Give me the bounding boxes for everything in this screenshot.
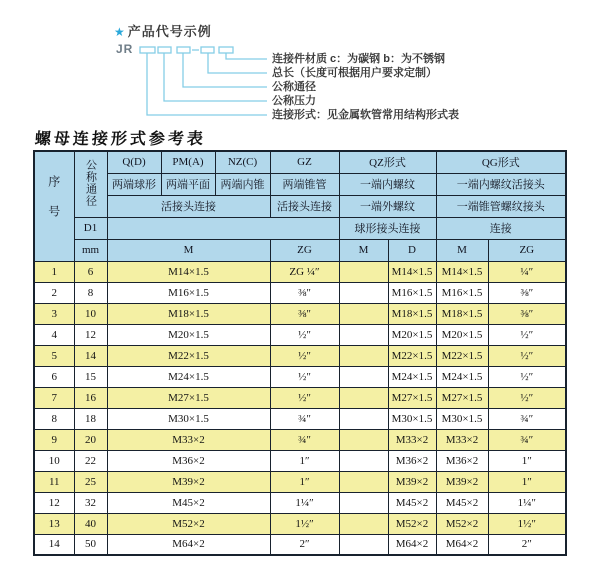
cell-m-thread: M52×2 bbox=[107, 513, 270, 534]
cell-m-thread: M39×2 bbox=[107, 471, 270, 492]
cell-qz-d: M45×2 bbox=[388, 492, 436, 513]
cell-seq: 12 bbox=[34, 492, 74, 513]
leader-line-length bbox=[208, 53, 267, 73]
cell-qz-m bbox=[339, 408, 388, 429]
header-q-sub: 两端球形 bbox=[107, 173, 161, 195]
header-qz-sub1: 一端内螺纹 bbox=[339, 173, 436, 195]
cell-qz-d: M14×1.5 bbox=[388, 261, 436, 282]
label-material: 连接件材质 c：为碳钢 b：为不锈钢 bbox=[272, 53, 445, 65]
header-d1: D1 bbox=[74, 217, 107, 239]
table-row bbox=[34, 303, 566, 324]
cell-dn-mm: 25 bbox=[74, 471, 107, 492]
header-gz-conn: 活接头连接 bbox=[270, 195, 339, 217]
cell-dn-mm: 10 bbox=[74, 303, 107, 324]
cell-seq: 6 bbox=[34, 366, 74, 387]
cell-gz-size: ZG ¼″ bbox=[270, 261, 339, 282]
cell-m-thread: M45×2 bbox=[107, 492, 270, 513]
header-qg-sub1: 一端内螺纹活接头 bbox=[436, 173, 566, 195]
table-row bbox=[34, 387, 566, 408]
cell-qz-d: M18×1.5 bbox=[388, 303, 436, 324]
cell-qg-zg: 1″ bbox=[488, 471, 566, 492]
cell-dn-mm: 22 bbox=[74, 450, 107, 471]
header-qz-m: M bbox=[339, 239, 388, 261]
header-gz-sub: 两端锥管 bbox=[270, 173, 339, 195]
label-diameter: 公称通径 bbox=[272, 81, 316, 93]
leader-line-material bbox=[226, 53, 267, 59]
cell-qz-d: M36×2 bbox=[388, 450, 436, 471]
code-box-4 bbox=[201, 47, 214, 53]
header-qz-sub2: 一端外螺纹 bbox=[339, 195, 436, 217]
cell-m-thread: M64×2 bbox=[107, 534, 270, 555]
table-row bbox=[34, 261, 566, 282]
header-union-conn: 活接头连接 bbox=[107, 195, 270, 217]
cell-dn-mm: 15 bbox=[74, 366, 107, 387]
cell-dn-mm: 16 bbox=[74, 387, 107, 408]
header-pm: PM(A) bbox=[161, 151, 215, 173]
cell-qg-m: M30×1.5 bbox=[436, 408, 488, 429]
cell-qg-m: M64×2 bbox=[436, 534, 488, 555]
cell-m-thread: M20×1.5 bbox=[107, 324, 270, 345]
diagram-title-text: 产品代号示例 bbox=[127, 24, 212, 39]
cell-dn-mm: 8 bbox=[74, 282, 107, 303]
cell-qz-m bbox=[339, 534, 388, 555]
cell-qz-d: M52×2 bbox=[388, 513, 436, 534]
cell-qg-zg: ½″ bbox=[488, 366, 566, 387]
header-qg: QG形式 bbox=[436, 151, 566, 173]
cell-qz-d: M27×1.5 bbox=[388, 387, 436, 408]
cell-qz-m bbox=[339, 450, 388, 471]
cell-qg-zg: ¾″ bbox=[488, 429, 566, 450]
cell-seq: 8 bbox=[34, 408, 74, 429]
cell-qz-d: M24×1.5 bbox=[388, 366, 436, 387]
label-length: 总长（长度可根据用户要求定制） bbox=[272, 67, 437, 79]
table-body bbox=[34, 261, 566, 555]
cell-seq: 9 bbox=[34, 429, 74, 450]
header-row-2 bbox=[34, 173, 566, 195]
cell-m-thread: M22×1.5 bbox=[107, 345, 270, 366]
cell-qg-m: M33×2 bbox=[436, 429, 488, 450]
cell-dn-mm: 14 bbox=[74, 345, 107, 366]
cell-qg-zg: 1½″ bbox=[488, 513, 566, 534]
table-row bbox=[34, 282, 566, 303]
cell-dn-mm: 18 bbox=[74, 408, 107, 429]
cell-gz-size: ¾″ bbox=[270, 429, 339, 450]
header-nz: NZ(C) bbox=[215, 151, 270, 173]
cell-qz-m bbox=[339, 261, 388, 282]
cell-qz-m bbox=[339, 429, 388, 450]
cell-qz-d: M39×2 bbox=[388, 471, 436, 492]
header-nz-sub: 两端内锥 bbox=[215, 173, 270, 195]
cell-qz-d: M30×1.5 bbox=[388, 408, 436, 429]
table-row bbox=[34, 534, 566, 555]
header-qg-conn: 连接 bbox=[436, 217, 566, 239]
cell-gz-size: ½″ bbox=[270, 324, 339, 345]
cell-m-thread: M24×1.5 bbox=[107, 366, 270, 387]
cell-qz-d: M22×1.5 bbox=[388, 345, 436, 366]
cell-seq: 10 bbox=[34, 450, 74, 471]
header-qz-conn: 球形接头连接 bbox=[339, 217, 436, 239]
cell-qg-m: M16×1.5 bbox=[436, 282, 488, 303]
label-pressure: 公称压力 bbox=[272, 95, 316, 107]
header-seq: 序号 bbox=[34, 151, 74, 261]
cell-gz-size: ⅜″ bbox=[270, 282, 339, 303]
cell-qg-zg: ¾″ bbox=[488, 408, 566, 429]
cell-qg-m: M39×2 bbox=[436, 471, 488, 492]
cell-qz-d: M64×2 bbox=[388, 534, 436, 555]
cell-qg-m: M24×1.5 bbox=[436, 366, 488, 387]
cell-seq: 3 bbox=[34, 303, 74, 324]
cell-m-thread: M36×2 bbox=[107, 450, 270, 471]
cell-gz-size: 1½″ bbox=[270, 513, 339, 534]
cell-dn-mm: 40 bbox=[74, 513, 107, 534]
cell-m-thread: M27×1.5 bbox=[107, 387, 270, 408]
cell-m-thread: M33×2 bbox=[107, 429, 270, 450]
cell-qg-zg: ½″ bbox=[488, 324, 566, 345]
cell-qg-zg: ¼″ bbox=[488, 261, 566, 282]
cell-qz-d: M33×2 bbox=[388, 429, 436, 450]
code-box-3 bbox=[177, 47, 190, 53]
cell-qg-zg: 1″ bbox=[488, 450, 566, 471]
table-row bbox=[34, 471, 566, 492]
header-zg: ZG bbox=[270, 239, 339, 261]
header-pm-sub: 两端平面 bbox=[161, 173, 215, 195]
cell-qg-m: M14×1.5 bbox=[436, 261, 488, 282]
cell-dn-mm: 12 bbox=[74, 324, 107, 345]
header-row-4 bbox=[34, 217, 566, 239]
cell-qz-m bbox=[339, 324, 388, 345]
code-box-1 bbox=[140, 47, 155, 53]
cell-seq: 5 bbox=[34, 345, 74, 366]
cell-qz-m bbox=[339, 282, 388, 303]
cell-m-thread: M30×1.5 bbox=[107, 408, 270, 429]
header-dn: 公称通径 bbox=[74, 151, 107, 217]
header-mm: mm bbox=[74, 239, 107, 261]
cell-qz-d: M16×1.5 bbox=[388, 282, 436, 303]
cell-gz-size: ½″ bbox=[270, 387, 339, 408]
cell-gz-size: ⅜″ bbox=[270, 303, 339, 324]
cell-gz-size: ¾″ bbox=[270, 408, 339, 429]
table-row bbox=[34, 345, 566, 366]
cell-qz-m bbox=[339, 513, 388, 534]
cell-m-thread: M18×1.5 bbox=[107, 303, 270, 324]
leader-line-pressure bbox=[164, 53, 267, 101]
cell-gz-size: 2″ bbox=[270, 534, 339, 555]
cell-qg-zg: ½″ bbox=[488, 387, 566, 408]
cell-qz-m bbox=[339, 345, 388, 366]
cell-qg-m: M27×1.5 bbox=[436, 387, 488, 408]
cell-gz-size: ½″ bbox=[270, 366, 339, 387]
cell-qz-m bbox=[339, 492, 388, 513]
cell-dn-mm: 32 bbox=[74, 492, 107, 513]
code-box-5 bbox=[219, 47, 233, 53]
cell-qz-d: M20×1.5 bbox=[388, 324, 436, 345]
cell-qg-zg: ½″ bbox=[488, 345, 566, 366]
table-row bbox=[34, 429, 566, 450]
cell-qg-zg: 1¼″ bbox=[488, 492, 566, 513]
cell-seq: 2 bbox=[34, 282, 74, 303]
nut-connection-table bbox=[33, 150, 567, 556]
cell-qg-m: M52×2 bbox=[436, 513, 488, 534]
table-row bbox=[34, 513, 566, 534]
table-title: 螺母连接形式参考表 bbox=[34, 131, 207, 148]
header-row-5 bbox=[34, 239, 566, 261]
cell-seq: 14 bbox=[34, 534, 74, 555]
cell-qg-m: M18×1.5 bbox=[436, 303, 488, 324]
header-qg-sub2: 一端锥管螺纹接头 bbox=[436, 195, 566, 217]
header-row-1 bbox=[34, 151, 566, 173]
product-code-prefix: JR bbox=[116, 42, 134, 56]
cell-dn-mm: 6 bbox=[74, 261, 107, 282]
cell-qg-zg: ⅜″ bbox=[488, 303, 566, 324]
table-row bbox=[34, 492, 566, 513]
cell-qz-m bbox=[339, 303, 388, 324]
cell-dn-mm: 20 bbox=[74, 429, 107, 450]
cell-seq: 13 bbox=[34, 513, 74, 534]
diagram-labels bbox=[272, 52, 459, 122]
leader-line-connection bbox=[147, 53, 267, 115]
header-row-3 bbox=[34, 195, 566, 217]
header-gz: GZ bbox=[270, 151, 339, 173]
table-row bbox=[34, 324, 566, 345]
label-connection: 连接形式：见金属软管常用结构形式表 bbox=[272, 109, 459, 121]
header-qz: QZ形式 bbox=[339, 151, 436, 173]
cell-seq: 1 bbox=[34, 261, 74, 282]
header-qz-d: D bbox=[388, 239, 436, 261]
cell-m-thread: M14×1.5 bbox=[107, 261, 270, 282]
cell-seq: 7 bbox=[34, 387, 74, 408]
cell-m-thread: M16×1.5 bbox=[107, 282, 270, 303]
table-row bbox=[34, 408, 566, 429]
cell-gz-size: ½″ bbox=[270, 345, 339, 366]
header-q: Q(D) bbox=[107, 151, 161, 173]
header-qg-m: M bbox=[436, 239, 488, 261]
cell-qg-m: M20×1.5 bbox=[436, 324, 488, 345]
cell-qg-m: M45×2 bbox=[436, 492, 488, 513]
cell-qz-m bbox=[339, 471, 388, 492]
cell-seq: 11 bbox=[34, 471, 74, 492]
cell-qg-m: M22×1.5 bbox=[436, 345, 488, 366]
code-box-2 bbox=[158, 47, 171, 53]
header-m: M bbox=[107, 239, 270, 261]
table-row bbox=[34, 366, 566, 387]
cell-qg-zg: ⅜″ bbox=[488, 282, 566, 303]
table-row bbox=[34, 450, 566, 471]
header-blank bbox=[107, 217, 339, 239]
cell-seq: 4 bbox=[34, 324, 74, 345]
header-qg-zg: ZG bbox=[488, 239, 566, 261]
star-icon: ★ bbox=[114, 25, 126, 39]
cell-gz-size: 1″ bbox=[270, 471, 339, 492]
leader-line-diameter bbox=[183, 53, 267, 87]
cell-dn-mm: 50 bbox=[74, 534, 107, 555]
cell-gz-size: 1″ bbox=[270, 450, 339, 471]
cell-gz-size: 1¼″ bbox=[270, 492, 339, 513]
cell-qg-zg: 2″ bbox=[488, 534, 566, 555]
cell-qz-m bbox=[339, 366, 388, 387]
cell-qg-m: M36×2 bbox=[436, 450, 488, 471]
cell-qz-m bbox=[339, 387, 388, 408]
